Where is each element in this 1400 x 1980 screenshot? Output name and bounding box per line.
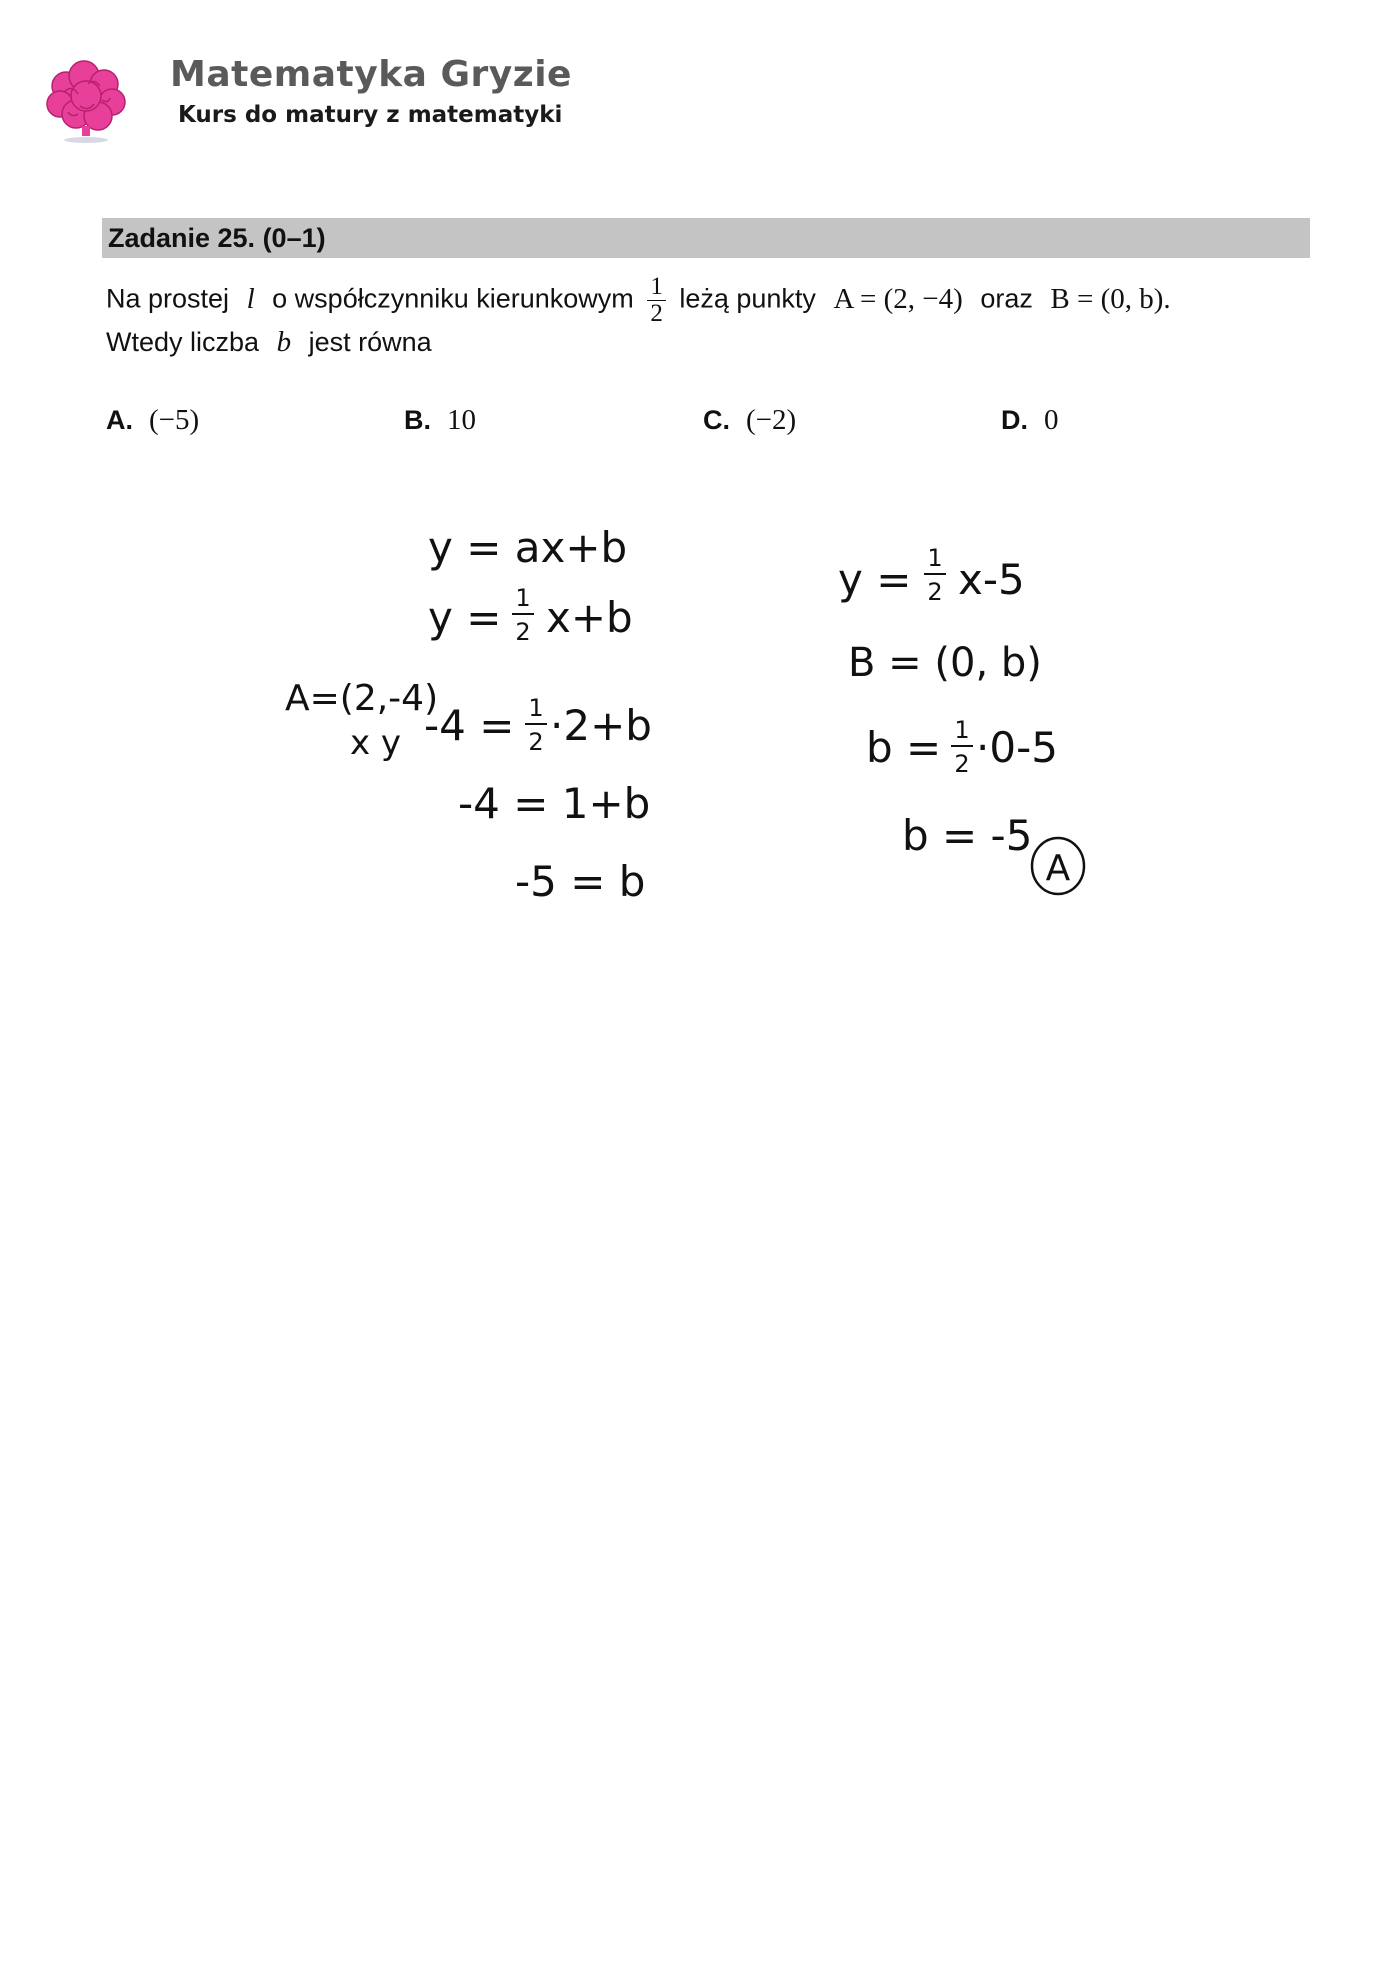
option-letter: D. [1001,405,1028,435]
option-letter: B. [404,405,431,435]
hw-equation: b = [866,723,942,772]
hw-result: b = -5 [902,811,1033,860]
fraction-denominator: 2 [650,300,663,327]
hw-fraction-den: 2 [515,618,531,646]
fraction-numerator: 1 [647,274,666,301]
point-b: B = (0, b). [1050,282,1171,315]
hw-equation: y = [428,593,502,642]
hw-answer: A [1045,848,1071,889]
option-value: (−2) [746,404,797,436]
option-value: 0 [1044,404,1059,436]
hw-fraction-den: 2 [528,728,544,756]
hw-fraction-num: 1 [528,694,544,722]
hw-fraction-num: 1 [515,584,531,612]
option-letter: A. [106,405,133,435]
brand-subtitle: Kurs do matury z matematyki [178,102,563,128]
hw-point: A=(2,-4) [285,678,439,719]
task-title: Zadanie 25. (0–1) [108,223,326,253]
point-a: A = (2, −4) [833,282,963,315]
hw-equation: x+b [546,593,633,642]
option-value: 10 [447,404,476,436]
variable-b: b [276,326,292,358]
hw-fraction-num: 1 [954,716,970,744]
hw-fraction-den: 2 [954,750,970,778]
hw-equation: x-5 [958,555,1025,604]
hw-fraction-den: 2 [927,578,943,606]
hw-equation: ·2+b [550,701,652,750]
question-text: Wtedy liczba [106,327,260,357]
question-text: Na prostej [106,283,230,314]
hw-equation: y = ax+b [428,523,628,572]
question-text: jest równa [308,327,432,357]
question-text: o współczynniku kierunkowym [272,283,634,314]
hw-labels: x y [350,723,402,763]
option-letter: C. [703,405,730,435]
hw-equation: -4 = [424,701,515,750]
hw-equation: y = [838,555,912,604]
hw-equation: ·0-5 [976,723,1058,772]
brand-title: Matematyka Gryzie [170,54,572,95]
question-text: oraz [980,283,1033,314]
hw-result: -5 = b [515,857,646,906]
hw-equation: -4 = 1+b [458,779,651,828]
hw-point: B = (0, b) [848,640,1042,686]
hw-fraction-num: 1 [927,544,943,572]
option-value: (−5) [149,404,200,436]
variable-l: l [246,282,255,315]
question-text: leżą punkty [679,283,816,314]
